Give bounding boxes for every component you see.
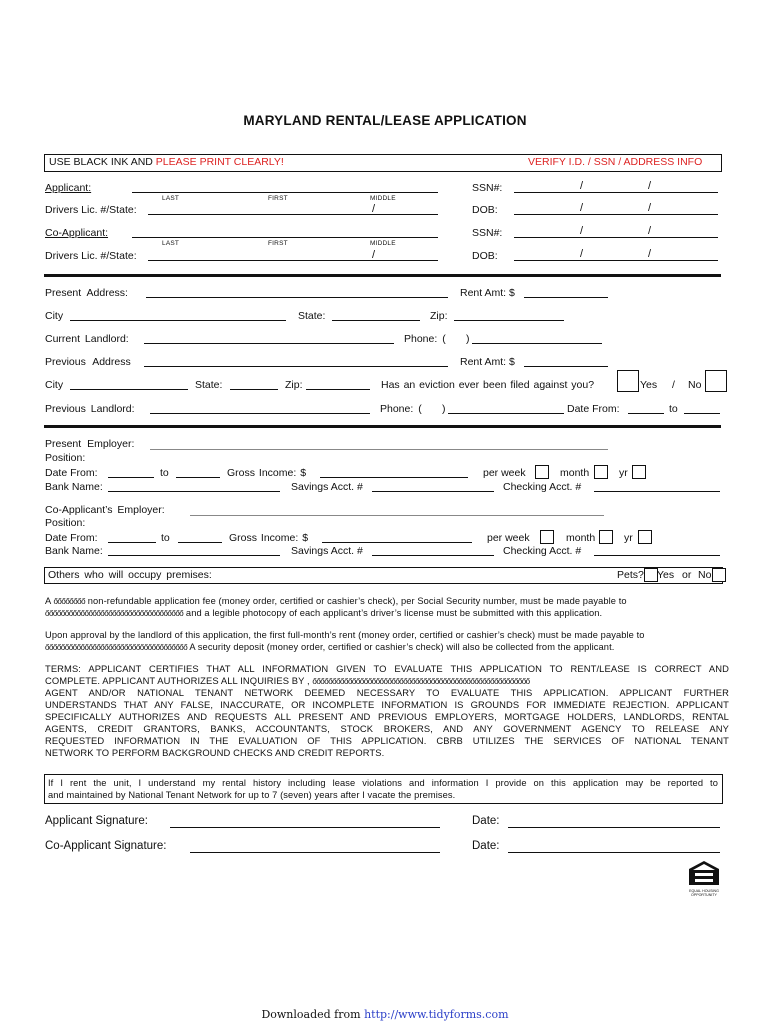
- co-to-field[interactable]: [178, 542, 222, 543]
- terms-line-4: UNDERSTANDS THAT ANY FALSE, INACCURATE, OR INCOMPLETE INFORMATION IS GROUNDS FOR IMMEDIATE REJECTION. APPLICANT: [45, 699, 729, 710]
- applicant-ssn-field[interactable]: [514, 192, 718, 193]
- co-yr-label: yr: [624, 532, 633, 544]
- equal-housing-logo: [686, 860, 722, 896]
- approval-text-2: A security deposit (money order, certified or cashier’s check) will also be collected from the applicant.: [187, 642, 615, 652]
- fee-text-1: non-refundable application fee (money order, certified or cashier’s check), per Social Security number, must be made payable to: [85, 596, 627, 606]
- co-gross-income-label: Gross Income: $: [229, 532, 309, 544]
- zip-label: Zip:: [430, 310, 448, 322]
- co-savings-label: Savings Acct. #: [291, 545, 363, 557]
- co-signature-date-label: Date:: [472, 840, 500, 852]
- eviction-yes-label: Yes: [640, 379, 658, 391]
- terms-line-8: NETWORK TO PERFORM BACKGROUND CHECKS AND CREDIT REPORTS.: [45, 747, 385, 758]
- co-applicant-dob-label: DOB:: [472, 250, 498, 262]
- co-checking-label: Checking Acct. #: [503, 545, 582, 557]
- pets-no-checkbox[interactable]: [712, 568, 726, 582]
- current-landlord-label: Current Landlord:: [45, 333, 129, 345]
- others-label: Others who will occupy premises:: [48, 569, 212, 581]
- ntn-notice-line-2: and maintained by National Tenant Network for up to 7 (seven) years after I vacate the premises.: [48, 790, 456, 800]
- equal-housing-icon: [686, 860, 722, 886]
- terms-line-3: AGENT AND/OR NATIONAL TENANT NETWORK DEEMED NECESSARY TO EVALUATE THIS APPLICATION. APPLICANT FURTHER: [45, 687, 729, 698]
- co-checking-field[interactable]: [594, 555, 720, 556]
- terms-line-6: AGENTS, CREDIT GRANTORS, BANKS, ACCOUNTANTS, STOCK BROKERS, AND ANY GOVERNMENT AGENCY TO RELEASE ANY: [45, 723, 729, 734]
- fee-prefix: A: [45, 596, 54, 606]
- rent-amt2-field[interactable]: [524, 366, 608, 367]
- fee-payee-placeholder: őőőőőőőőőőőőőőőőőőőőőőőőőőőőőőőőőőő: [45, 609, 184, 618]
- previous-landlord-field[interactable]: [150, 413, 370, 414]
- fee-amount-placeholder: őőőőőőőő: [53, 597, 86, 606]
- applicant-dob-label: DOB:: [472, 204, 498, 216]
- co-applicant-middle-sublabel: MIDDLE: [370, 240, 396, 247]
- signature-date-label: Date:: [472, 815, 500, 827]
- applicant-drivers-label: Drivers Lic. #/State:: [45, 204, 137, 216]
- footer-prefix: Downloaded from: [261, 1008, 365, 1021]
- city-label: City: [45, 310, 64, 322]
- emp-to-field[interactable]: [176, 477, 220, 478]
- applicant-signature-field[interactable]: [170, 827, 440, 828]
- applicant-middle-sublabel: MIDDLE: [370, 195, 396, 202]
- ntn-notice-line-1: If I rent the unit, I understand my rental history including lease violations and information I provide on this application may be reported to: [48, 778, 718, 788]
- emp-date-from-field[interactable]: [108, 477, 154, 478]
- co-applicant-drivers-label: Drivers Lic. #/State:: [45, 250, 137, 262]
- prev-date-from-field[interactable]: [628, 413, 664, 414]
- applicant-label: Applicant:: [45, 182, 92, 194]
- page-title: MARYLAND RENTAL/LEASE APPLICATION: [243, 113, 527, 128]
- co-employer-label: Co-Applicant’s Employer:: [45, 504, 165, 516]
- position-label: Position:: [45, 452, 86, 464]
- co-month-checkbox[interactable]: [599, 530, 613, 544]
- prev-to-label: to: [669, 403, 678, 415]
- co-applicant-ssn-label: SSN#:: [472, 227, 503, 239]
- co-applicant-first-sublabel: FIRST: [268, 240, 288, 247]
- landlord-phone-label: Phone: (: [404, 333, 446, 345]
- checking-field[interactable]: [594, 491, 720, 492]
- section-divider: [44, 274, 721, 277]
- co-applicant-label: Co-Applicant:: [45, 227, 109, 239]
- bank-name-label: Bank Name:: [45, 481, 103, 493]
- slash: /: [580, 225, 584, 237]
- co-applicant-name-field[interactable]: [132, 237, 438, 238]
- eviction-separator: /: [672, 379, 675, 391]
- slash: /: [648, 180, 652, 192]
- pets-label: Pets?: [617, 569, 644, 581]
- zip2-label: Zip:: [285, 379, 303, 391]
- co-per-week-label: per week: [487, 532, 530, 544]
- city2-label: City: [45, 379, 64, 391]
- slash: /: [372, 249, 376, 261]
- pets-no-label: No: [698, 569, 712, 581]
- eviction-no-label: No: [688, 379, 702, 391]
- prev-phone-close: ): [442, 403, 446, 415]
- eviction-question: Has an eviction ever been filed against you?: [381, 379, 595, 391]
- per-week-label: per week: [483, 467, 526, 479]
- yr-label: yr: [619, 467, 628, 479]
- footer-link[interactable]: http://www.tidyforms.com: [364, 1008, 509, 1021]
- terms-line-7: REQUESTED INFORMATION IN THE EVALUATION OF THIS APPLICATION. CBRB UTILIZES THE SERVICES OF NATIONAL TENANT: [45, 735, 729, 746]
- gross-income-label: Gross Income: $: [227, 467, 307, 479]
- state-label: State:: [298, 310, 326, 322]
- co-yr-checkbox[interactable]: [638, 530, 652, 544]
- co-position-label: Position:: [45, 517, 86, 529]
- slash: /: [580, 248, 584, 260]
- co-bank-name-label: Bank Name:: [45, 545, 103, 557]
- co-date-from-label: Date From:: [45, 532, 98, 544]
- fee-line-2: [45, 607, 721, 620]
- present-employer-field[interactable]: [150, 449, 608, 450]
- present-address-field[interactable]: [146, 297, 448, 298]
- co-gross-income-field[interactable]: [322, 542, 472, 543]
- verify-notice: VERIFY I.D. / SSN / ADDRESS INFO: [528, 156, 703, 168]
- previous-address-field[interactable]: [144, 366, 448, 367]
- terms-agent-placeholder: őőőőőőőőőőőőőőőőőőőőőőőőőőőőőőőőőőőőőőőőőőőőőőőőőőőőőőő: [312, 677, 530, 686]
- applicant-date-field[interactable]: [508, 827, 720, 828]
- co-to-label: to: [161, 532, 170, 544]
- pets-yes-checkbox[interactable]: [644, 568, 658, 582]
- co-applicant-date-field[interactable]: [508, 852, 720, 853]
- co-applicant-last-sublabel: LAST: [162, 240, 180, 247]
- emp-to-label: to: [160, 467, 169, 479]
- bank-name-field[interactable]: [108, 491, 280, 492]
- savings-label: Savings Acct. #: [291, 481, 363, 493]
- previous-address-label: Previous Address: [45, 356, 131, 368]
- month-checkbox[interactable]: [594, 465, 608, 479]
- emp-date-from-label: Date From:: [45, 467, 98, 479]
- fee-text-2: and a legible photocopy of each applicant’s driver’s license must be submitted with this application.: [183, 608, 603, 618]
- co-bank-name-field[interactable]: [108, 555, 280, 556]
- present-address-label: Present Address:: [45, 287, 128, 299]
- pets-yes-label: Yes: [657, 569, 675, 581]
- gross-income-field[interactable]: [320, 477, 468, 478]
- state2-field[interactable]: [230, 389, 278, 390]
- approval-payee-placeholder: őőőőőőőőőőőőőőőőőőőőőőőőőőőőőőőőőőőő: [45, 643, 188, 652]
- pets-or-label: or: [682, 569, 692, 581]
- applicant-ssn-label: SSN#:: [472, 182, 503, 194]
- city-field[interactable]: [70, 320, 286, 321]
- state2-label: State:: [195, 379, 223, 391]
- instructions-red: PLEASE PRINT CLEARLY!: [155, 156, 284, 168]
- terms-line-2-text: COMPLETE. APPLICANT AUTHORIZES ALL INQUIRIES BY ,: [45, 675, 313, 686]
- zip2-field[interactable]: [306, 389, 370, 390]
- slash: /: [580, 202, 584, 214]
- co-employer-field[interactable]: [190, 515, 604, 516]
- slash: /: [648, 225, 652, 237]
- terms-line-5: SPECIFICALLY AUTHORIZES AND REQUESTS ALL PRESENT AND PREVIOUS EMPLOYERS, MORTGAGE HOLDERS, LANDLORDS, RENTAL: [45, 711, 729, 722]
- checking-label: Checking Acct. #: [503, 481, 582, 493]
- equal-housing-caption: EQUAL HOUSING OPPORTUNITY: [689, 889, 719, 897]
- instructions-black: USE BLACK INK AND: [49, 156, 156, 168]
- eviction-no-checkbox[interactable]: [705, 370, 727, 392]
- applicant-name-field[interactable]: [132, 192, 438, 193]
- savings-field[interactable]: [372, 491, 494, 492]
- co-applicant-ssn-field[interactable]: [514, 237, 718, 238]
- co-savings-field[interactable]: [372, 555, 494, 556]
- applicant-drivers-field[interactable]: [148, 214, 438, 215]
- yr-checkbox[interactable]: [632, 465, 646, 479]
- approval-line-2: [45, 641, 721, 654]
- co-applicant-drivers-field[interactable]: [148, 260, 438, 261]
- present-employer-label: Present Employer:: [45, 438, 135, 450]
- section-divider: [44, 425, 721, 428]
- rent-amt-label: Rent Amt: $: [460, 287, 515, 299]
- approval-line-1: Upon approval by the landlord of this application, the first full-month’s rent (money order, certified or cashier’s check) must be made payable to: [45, 630, 645, 640]
- slash: /: [372, 203, 376, 215]
- per-week-checkbox[interactable]: [535, 465, 549, 479]
- state-field[interactable]: [332, 320, 420, 321]
- applicant-dob-field[interactable]: [514, 214, 718, 215]
- prev-phone-label: Phone: (: [380, 403, 422, 415]
- terms-line-1: TERMS: APPLICANT CERTIFIES THAT ALL INFORMATION GIVEN TO EVALUATE THIS APPLICATION TO RENT/LEASE IS CORRECT AND: [45, 663, 729, 674]
- co-applicant-dob-field[interactable]: [514, 260, 718, 261]
- instructions-text: [49, 156, 284, 168]
- applicant-first-sublabel: FIRST: [268, 195, 288, 202]
- applicant-signature-label: Applicant Signature:: [45, 815, 148, 827]
- landlord-phone-close: ): [466, 333, 470, 345]
- rent-amt2-label: Rent Amt: $: [460, 356, 515, 368]
- month-label: month: [560, 467, 590, 479]
- slash: /: [580, 180, 584, 192]
- prev-date-from-label: Date From:: [567, 403, 620, 415]
- current-landlord-field[interactable]: [144, 343, 394, 344]
- zip-field[interactable]: [454, 320, 564, 321]
- co-month-label: month: [566, 532, 596, 544]
- prev-to-field[interactable]: [684, 413, 720, 414]
- slash: /: [648, 248, 652, 260]
- eviction-yes-checkbox[interactable]: [617, 370, 639, 392]
- city2-field[interactable]: [70, 389, 188, 390]
- co-applicant-signature-label: Co-Applicant Signature:: [45, 840, 167, 852]
- applicant-last-sublabel: LAST: [162, 195, 180, 202]
- prev-phone-field[interactable]: [448, 413, 564, 414]
- previous-landlord-label: Previous Landlord:: [45, 403, 135, 415]
- co-date-from-field[interactable]: [108, 542, 156, 543]
- footer: [0, 1008, 770, 1021]
- slash: /: [648, 202, 652, 214]
- co-per-week-checkbox[interactable]: [540, 530, 554, 544]
- co-applicant-signature-field[interactable]: [190, 852, 440, 853]
- rent-amt-field[interactable]: [524, 297, 608, 298]
- landlord-phone-field[interactable]: [472, 343, 602, 344]
